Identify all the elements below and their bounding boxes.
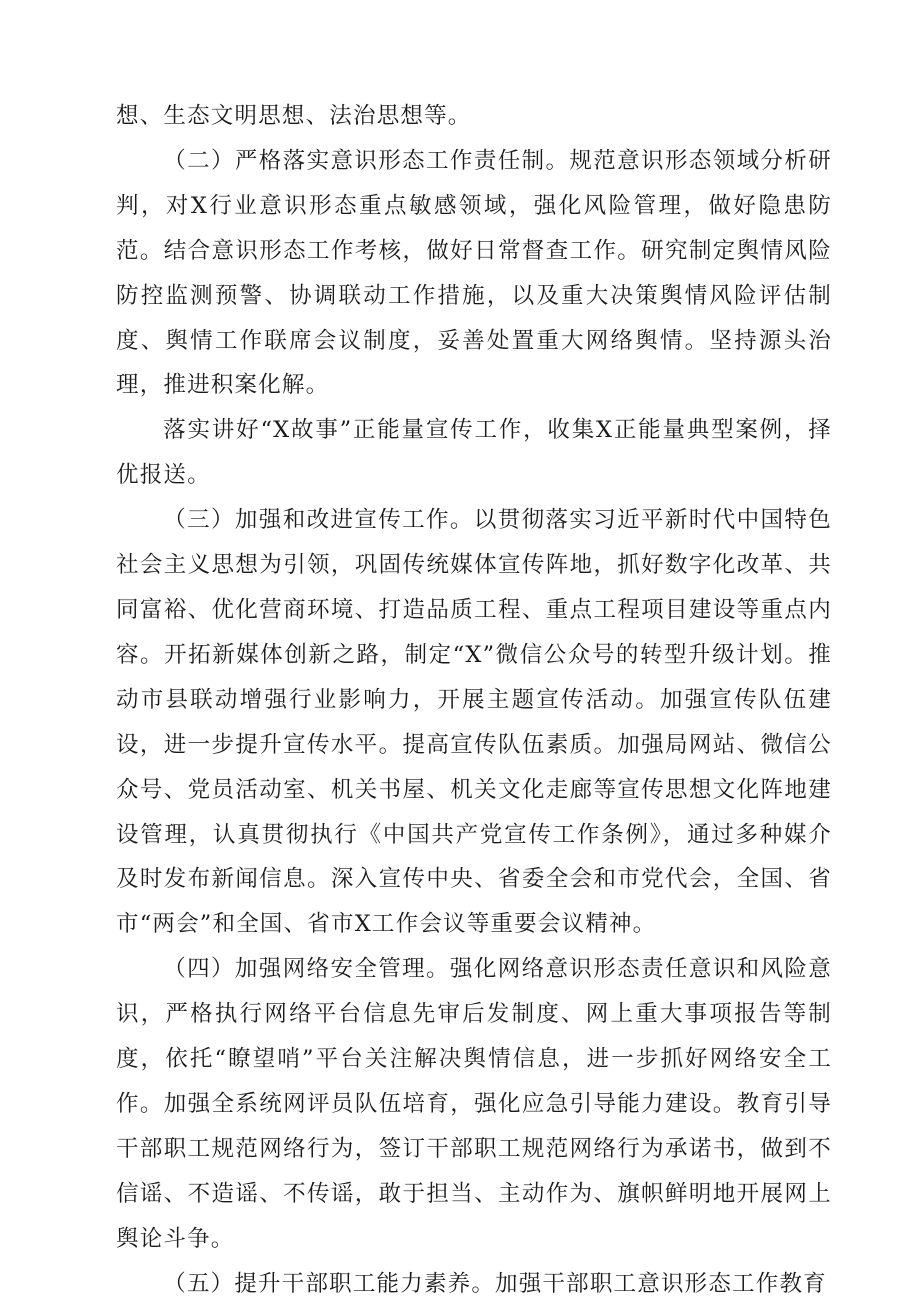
document-body	[116, 94, 832, 1306]
paragraph-section-3: （三）加强和改进宣传工作。以贯彻落实习近平新时代中国特色社会主义思想为引领，巩固传统媒体宣传阵地，抓好数字化改革、共同富裕、优化营商环境、打造品质工程、重点工程项目建设等重点内容。开拓新媒体创新之路，制定“X”微信公众号的转型升级计划。推动市县联动增强行业影响力，开展主题宣传活动。加强宣传队伍建设，进一步提升宣传水平。提高宣传队伍素质。加强局网站、微信公众号、党员活动室、机关书屋、机关文化走廊等宣传思想文化阵地建设管理，认真贯彻执行《中国共产党宣传工作条例》，通过多种媒介及时发布新闻信息。深入宣传中央、省委全会和市党代会，全国、省市“两会”和全国、省市X工作会议等重要会议精神。	[116, 507, 832, 938]
paragraph-positive-publicity: 落实讲好“X故事”正能量宣传工作，收集X正能量典型案例，择优报送。	[116, 417, 832, 489]
paragraph-section-2: （二）严格落实意识形态工作责任制。规范意识形态领域分析研判，对X行业意识形态重点敏感领域，强化风险管理，做好隐患防范。结合意识形态工作考核，做好日常督查工作。研究制定舆情风险防控监测预警、协调联动工作措施，以及重大决策舆情风险评估制度、舆情工作联席会议制度，妥善处置重大网络舆情。坚持源头治理，推进积案化解。	[116, 147, 832, 399]
paragraph-continuation: 想、生态文明思想、法治思想等。	[116, 103, 472, 129]
paragraph-section-5: （五）提升干部职工能力素养。加强干部职工意识形态工作教育	[163, 1270, 827, 1297]
paragraph-section-4: （四）加强网络安全管理。强化网络意识形态责任意识和风险意识，严格执行网络平台信息先审后发制度、网上重大事项报告等制度，依托“瞭望哨”平台关注解决舆情信息，进一步抓好网络安全工作。加强全系统网评员队伍培育，强化应急引导能力建设。教育引导干部职工规范网络行为，签订干部职工规范网络行为承诺书，做到不信谣、不造谣、不传谣，敢于担当、主动作为、旗帜鲜明地开展网上舆论斗争。	[116, 956, 832, 1252]
